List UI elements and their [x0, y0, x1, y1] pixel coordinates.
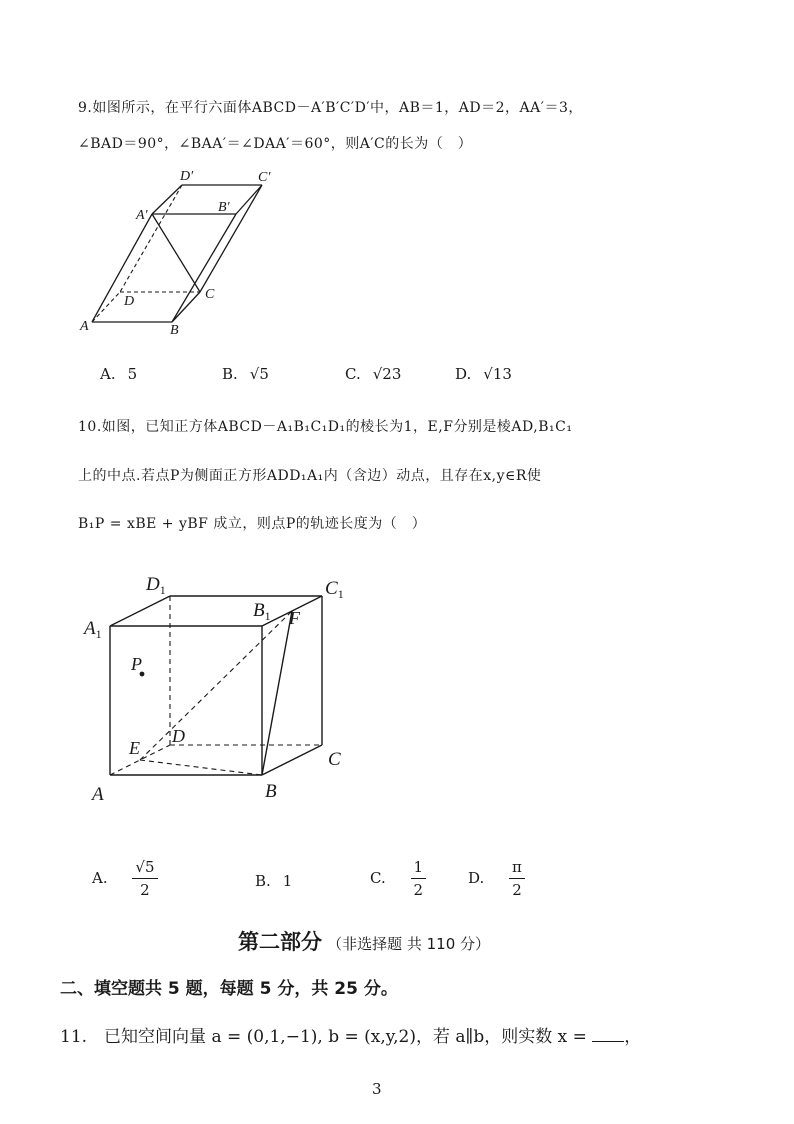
part2-subtitle: （非选择题 共 110 分） [327, 935, 491, 953]
q10-option-d[interactable]: D. $\frac{\pi}{2}$ [468, 858, 525, 899]
fraction: $\frac{1}{2}$ [411, 858, 427, 899]
edge-c1c [200, 185, 262, 292]
q9-option-c[interactable]: C. √23 [345, 365, 402, 383]
label-b: B [170, 323, 179, 338]
q10-line2: 上的中点.若点P为侧面正方形ADD₁A₁内（含边）动点，且存在x,y∈R使 [78, 468, 542, 484]
label-b: B [265, 781, 277, 802]
q10-line1: 10.如图，已知正方体ABCD－A₁B₁C₁D₁的棱长为1，E,F分别是棱AD,B₁C₁ [78, 419, 573, 435]
edge-d1d [120, 185, 182, 292]
edge-a1d1 [110, 596, 170, 626]
label-d: D [172, 726, 185, 746]
label-b1: $B_1$ [253, 600, 271, 623]
part2-heading [238, 926, 490, 956]
label-d: D [124, 294, 135, 309]
edge-b1b [172, 214, 236, 322]
label-d1: D′ [180, 169, 194, 184]
fraction: $\frac{\pi}{2}$ [509, 858, 525, 899]
edge-bc [172, 292, 200, 322]
label-a: A [92, 784, 104, 805]
label-a1: $A_1$ [84, 618, 102, 641]
q9-line2: ∠BAD＝90°，∠BAA′＝∠DAA′＝60°，则A′C的长为（ ） [78, 136, 473, 152]
label-c1: C′ [258, 170, 271, 185]
q11-answer-blank[interactable] [592, 1027, 624, 1042]
page-number: 3 [372, 1080, 382, 1098]
edge-a1a [92, 214, 152, 322]
q11: 11. 已知空间向量 a = (0,1,−1), b = (x,y,2)，若 a∥b，则实数 x = ， [60, 1027, 642, 1047]
fill-heading: 二、填空题共 5 题，每题 5 分，共 25 分。 [60, 979, 398, 999]
segment-bf [262, 611, 292, 775]
q10-line3: B₁P = xBE + yBF 成立，则点P的轨迹长度为（ ） [78, 516, 427, 532]
label-a1: A′ [136, 208, 148, 223]
q9-option-d[interactable]: D. √13 [455, 365, 512, 383]
label-f: F [289, 608, 300, 628]
q9-line1: 9.如图所示，在平行六面体ABCD－A′B′C′D′中，AB＝1，AD＝2，AA′＝3， [78, 100, 583, 116]
label-b1: B′ [218, 200, 230, 215]
edge-c1b1 [236, 185, 262, 214]
label-e: E [129, 738, 140, 758]
q10-option-a[interactable]: A. $\frac{√5}{2}$ [92, 858, 158, 899]
q9-figure [60, 160, 300, 340]
edge-cb [262, 745, 322, 775]
fraction: $\frac{√5}{2}$ [132, 858, 157, 899]
label-c: C [328, 749, 341, 770]
diagonal-a1c [152, 214, 200, 292]
edge-a1d1 [152, 185, 182, 214]
q9-option-b[interactable]: B. √5 [222, 365, 269, 383]
label-p: P [131, 654, 142, 674]
q11-text: 11. 已知空间向量 a = (0,1,−1), b = (x,y,2)，若 a∥b，则实数 x = [60, 1027, 587, 1047]
part2-title: 第二部分 [238, 930, 322, 954]
q10-figure [75, 565, 365, 805]
label-a: A [80, 319, 89, 334]
label-c1: $C_1$ [325, 578, 344, 601]
label-c: C [205, 287, 215, 302]
q10-option-c[interactable]: C. $\frac{1}{2}$ [370, 858, 426, 899]
q10-option-b[interactable]: B. 1 [255, 872, 293, 890]
label-d1: $D_1$ [146, 574, 166, 597]
q9-option-a[interactable]: A. 5 [100, 365, 138, 383]
segment-be [140, 760, 262, 775]
